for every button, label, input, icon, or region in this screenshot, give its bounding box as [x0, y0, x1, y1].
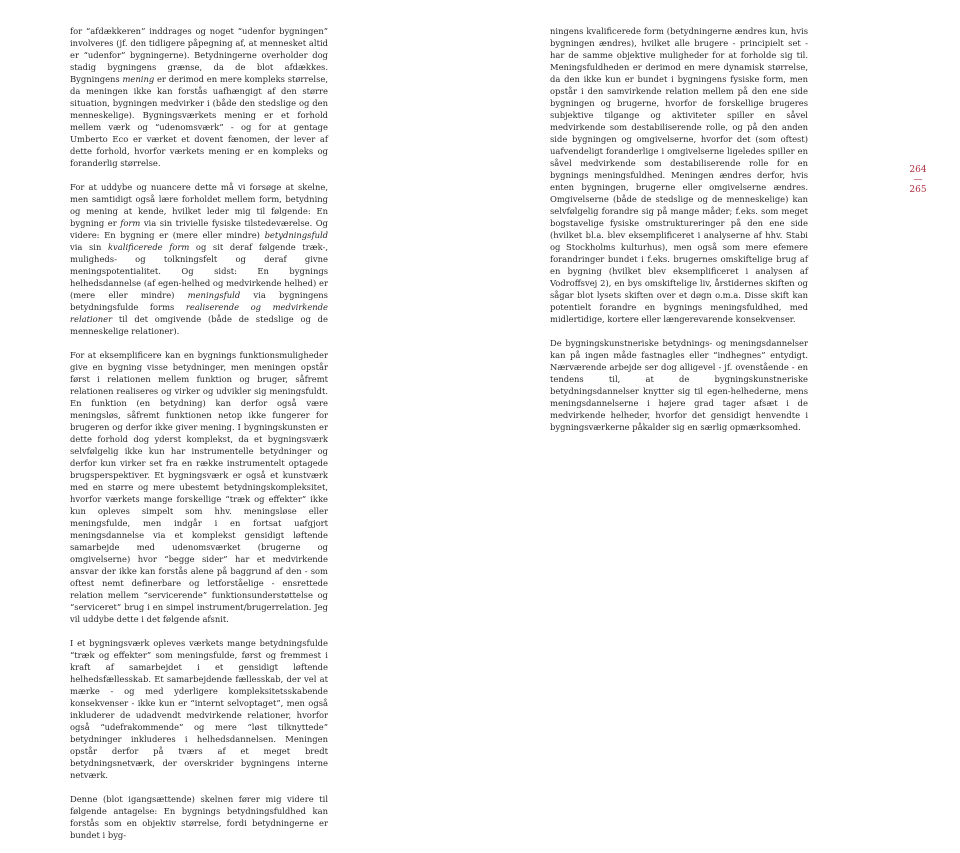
text-run: For at eksemplificere kan en bygnings funktionsmuligheder give en bygning visse betydninger, men meningen opstår først i relationen mellem funktion og bruger, såfremt relationen realiseres og virker og udvikler sig meningsfuldt. En funktion (en betydning) kan derfor også være meningsløs, såfremt funktionen netop ikke fungerer for brugeren og derfor ikke giver mening. I bygningskunsten er dette forhold dog yderst komplekst, da et bygningsværk selvfølgelig ikke kun har instrumentelle betydninger og derfor kun virker set fra en række instrumentelt optagede brugsperspektiver. Et bygningsværk er også et kunstværk med en større og mere ubestemt betydningskompleksitet, hvorfor værkets mange forskellige “træk og effekter” ikke kun opleves simpelt som hhv. meningsløse eller meningsfulde, men indgår i en fortsat uafgjort meningsdannelse via et komplekst gensidigt løftende samarbejde med udenomsværket (brugerne og omgivelserne) hvor “begge sider” har et medvirkende ansvar der ikke kan forstås alene på baggrund af den - som oftest nemt definerbare og letforståelige - ensrettede relation mellem “servicerende” funktionsunderstøttelse og “serviceret” brug i en simpel instrument/brugerrelation. Jeg vil uddybe dette i det følgende afsnit.	[70, 350, 328, 624]
text-run: via sin trivielle fysiske tilstedeværelse. Og videre: En bygning er (mere eller mindre)	[70, 218, 328, 240]
page-number-separator: —	[913, 175, 923, 185]
paragraph	[550, 25, 808, 325]
text-run: Denne (blot igangsættende) skelnen fører mig videre til følgende antagelse: En bygnings betydningsfuldhed kan forstås som en objektiv størrelse, fordi betydningerne er bundet i byg-	[70, 794, 328, 840]
text-run: I et bygningsværk opleves værkets mange betydningsfulde “træk og effekter” som meningsfulde, først og fremmest i kraft af samarbejdet i et gensidigt løftende helhedsfællesskab. Et samarbejdende fællesskab, der vel at mærke - og med yderligere kompleksitetsskabende konsekvenser - ikke kun er “internt selvoptaget”, men også inkluderer de udadvendt medvirkende relationer, hvorfor også “udefrakommende” og mere “løst tilknyttede” betydninger inkluderes i helhedsdannelsen. Meningen opstår derfor på tværs af et meget bredt betydningsnetværk, der overskrider bygningens interne netværk.	[70, 638, 328, 780]
text-run: ningens kvalificerede form (betydningerne ændres kun, hvis bygningen ændres), hvilket alle brugere - principielt set - har de samme objektive muligheder for at forholde sig til. Meningsfuldheden er derimod en mere dynamisk størrelse, da den ikke kun er bundet i bygningens fysiske form, men opstår i den samvirkende relation mellem på den ene side bygningen og brugerne, hvorfor de forskellige brugeres subjektive tilgange og aktiviteter spiller en såvel medvirkende som destabiliserende rolle, og på den anden side bygningen og omgivelserne, hvorfor det (som oftest) uafvendeligt foranderlige i omgivelserne ligeledes spiller en såvel medvirkende som destabiliserende rolle for en bygnings meningsfuldhed. Meningen ændres derfor, hvis enten bygningen, brugerne eller omgivelserne ændres. Omgivelserne (både de stedslige og de menneskelige) kan selvfølgelig forandre sig på mange måder; f.eks. som meget bogstavelige fysiske omstruktureringer på den ene side (hvilket bl.a. blev eksemplificeret i analyserne af hhv. Stabi og Stockholms kulturhus), men også som mere efemere forandringer bundet i f.eks. brugernes omskiftelige brug af en bygning (hvilket blev eksemplificeret i analysen af Vodroffsvej 2), en bys omskiftelige liv, årstidernes skiften og sågar blot lysets skiften over et døgn o.m.a. Disse skift kan potentielt forandre en bygnings meningsfuldhed, med midlertidige, kortere eller længerevarende konsekvenser.	[550, 26, 808, 324]
emphasis-text: form	[120, 218, 141, 228]
emphasis-text: kvalificerede form	[107, 242, 190, 252]
paragraph	[70, 793, 328, 841]
text-run: til det omgivende (både de stedslige og de menneskelige relationer).	[70, 314, 328, 336]
right-column	[550, 25, 808, 445]
paragraph	[70, 25, 328, 169]
emphasis-text: realiserende og medvirkende relationer	[70, 302, 328, 324]
left-column	[70, 25, 328, 853]
paragraph	[550, 337, 808, 433]
text-run: for “afdækkeren” inddrages og noget “udenfor bygningen” involveres (jf. den tidligere påpegning af, at mennesket altid er “udenfor” bygningerne). Betydningerne overholder dog stadig bygningens grænse, da de blot afdækkes. Bygningens	[70, 26, 328, 84]
text-run: For at uddybe og nuancere dette må vi forsøge at skelne, men samtidigt også lære forholdet mellem form, betydning og mening at kende, hvilket leder mig til følgende: En bygning er	[70, 182, 328, 228]
emphasis-text: mening	[122, 74, 155, 84]
paragraph	[70, 349, 328, 625]
page-numbers	[906, 165, 930, 195]
emphasis-text: meningsfuld	[187, 290, 241, 300]
text-run: via sin	[70, 242, 108, 252]
paragraph	[70, 181, 328, 337]
text-run: og sit deraf følgende træk-, muligheds- og tolkningsfelt og deraf givne meningspotentialitet. Og sidst: En bygnings helhedsdannelse (af egen-helhed og medvirkende helhed) er (mere eller mindre)	[70, 242, 328, 300]
paragraph	[70, 637, 328, 781]
text-run: via bygningens betydningsfulde forms	[70, 290, 328, 312]
page-number-right: 265	[909, 185, 927, 195]
text-run: De bygningskunstneriske betydnings- og meningsdannelser kan på ingen måde fastnagles eller “indhegnes” entydigt. Nærværende arbejde ser dog alligevel - jf. ovenstående - en tendens til, at de bygningskunstneriske betydningsdannelser knytter sig til egen-helhederne, mens meningsdannelserne i højere grad tager afsæt i de medvirkende helheder, hvorfor det gensidigt henvendte i bygningsværkerne påkalder sig en særlig opmærksomhed.	[550, 338, 808, 432]
text-run: er derimod en mere kompleks størrelse, da meningen ikke kan forstås uafhængigt af den større situation, bygningen medvirker i (både den stedslige og den menneskelige). Bygningsværkets mening er et forhold mellem værk og “udenomsværk” - og for at gentage Umberto Eco er værket et dovent fænomen, der lever af dette forhold, hvorfor værkets mening er en kompleks og foranderlig størrelse.	[70, 74, 328, 168]
emphasis-text: betydningsfuld	[264, 230, 328, 240]
page-number-left: 264	[909, 165, 927, 175]
